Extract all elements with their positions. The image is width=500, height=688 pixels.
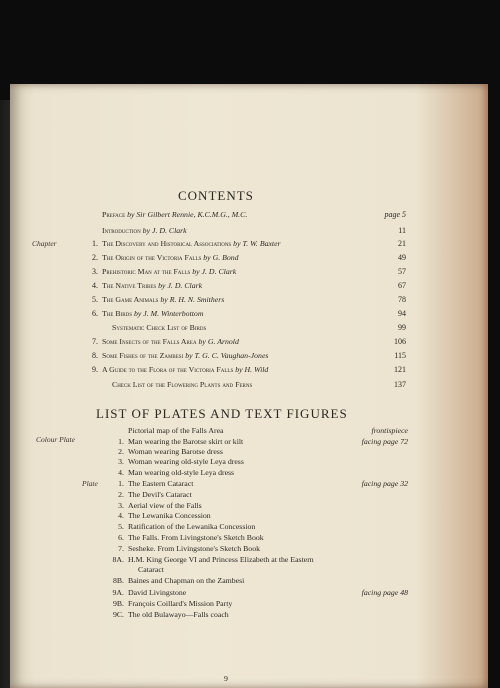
contents-entry: [112, 380, 252, 389]
plate-title: The Falls. From Livingstone's Sketch Book: [128, 533, 264, 542]
plate-title: The Lewanika Concession: [128, 511, 211, 520]
plate-number: 4.: [118, 468, 124, 477]
contents-entry-page: 57: [398, 267, 406, 276]
plate-title: The Eastern Cataract: [128, 479, 194, 488]
contents-entry-author: by Sir Gilbert Rennie, K.C.M.G., M.C.: [127, 210, 248, 219]
colour-plate-label: Colour Plate: [36, 435, 75, 444]
plate-number: 3.: [118, 457, 124, 466]
plate-title: Man wearing the Barotse skirt or kilt: [128, 437, 244, 446]
plate-page-ref: facing page 72: [361, 437, 408, 446]
plate-number: 9C.: [112, 610, 124, 619]
contents-entry-title: Prehistoric Man at the Falls: [102, 267, 191, 276]
contents-entry-author: by T. W. Baxter: [233, 239, 281, 248]
contents-entry-number: 7.: [92, 337, 98, 346]
contents-entry: [112, 323, 206, 332]
contents-entry-title: Introduction: [102, 226, 141, 235]
plate-number: 5.: [118, 522, 124, 531]
contents-entry-author: by H. Wild: [235, 365, 269, 374]
contents-entry: [102, 309, 203, 318]
plate-page-ref: frontispiece: [371, 426, 408, 435]
contents-entry-number: 5.: [92, 295, 98, 304]
contents-entry: [102, 210, 247, 219]
contents-entry-title: Preface: [102, 210, 126, 219]
plate-page-ref: facing page 32: [361, 479, 408, 488]
plate-title: Sesheke. From Livingstone's Sketch Book: [128, 544, 260, 553]
plate-title: The Devil's Cataract: [128, 490, 192, 499]
contents-entry-page: 11: [398, 226, 406, 235]
contents-entry-title: The Origin of the Victoria Falls: [102, 253, 202, 262]
contents-entry-number: 4.: [92, 281, 98, 290]
contents-entry-author: by J. D. Clark: [192, 267, 237, 276]
contents-entry-page: 78: [398, 295, 406, 304]
plate-number: 1.: [118, 479, 124, 488]
plate-number: 8B.: [112, 576, 124, 585]
contents-entry-page: 115: [394, 351, 406, 360]
contents-entry-page: 21: [398, 239, 406, 248]
plate-number: 2.: [118, 447, 124, 456]
contents-entry-number: 2.: [92, 253, 98, 262]
contents-entry-author: by J. M. Winterbottom: [133, 309, 204, 318]
contents-entry-title: Some Insects of the Falls Area: [102, 337, 197, 346]
contents-entry: [102, 281, 202, 290]
plates-title: LIST OF PLATES AND TEXT FIGURES: [96, 406, 348, 421]
plate-title: Baines and Chapman on the Zambesi: [128, 576, 245, 585]
plate-label: Plate: [82, 479, 98, 488]
contents-entry: [102, 365, 268, 374]
contents-entry-page: 67: [398, 281, 406, 290]
contents-entry-number: 9.: [92, 365, 98, 374]
plate-title: David Livingstone: [128, 588, 187, 597]
contents-entry: [102, 253, 239, 262]
contents-entry: [102, 337, 239, 346]
plate-number: 6.: [118, 533, 124, 542]
contents-entry-title: Systematic Check List of Birds: [112, 323, 207, 332]
contents-entry-title: The Birds: [102, 309, 132, 318]
plate-title: Aerial view of the Falls: [128, 501, 202, 510]
contents-entry-author: by G. Bond: [203, 253, 239, 262]
contents-entry-title: A Guide to the Flora of the Victoria Falls: [102, 365, 234, 374]
contents-entry-page: 49: [398, 253, 406, 262]
plate-title: Woman wearing Barotse dress: [128, 447, 223, 456]
plate-number: 8A.: [112, 555, 124, 564]
contents-entry: [102, 351, 268, 360]
contents-entry-page: 106: [394, 337, 406, 346]
contents-entry-page: 121: [394, 365, 406, 374]
book-page: [10, 84, 488, 688]
plate-title: François Coillard's Mission Party: [128, 599, 233, 608]
page-number: 9: [224, 674, 228, 683]
plate-number: 9A.: [112, 588, 124, 597]
contents-entry: [102, 267, 236, 276]
chapter-label: Chapter: [32, 239, 57, 248]
plate-number: 7.: [118, 544, 124, 553]
contents-entry-author: by J. D. Clark: [142, 226, 187, 235]
contents-entry: [102, 239, 281, 248]
plate-title: The old Bulawayo—Falls coach: [128, 610, 229, 619]
plate-page-ref: facing page 48: [361, 588, 408, 597]
contents-entry-author: by J. D. Clark: [158, 281, 203, 290]
plate-number: 2.: [118, 490, 124, 499]
contents-entry: [102, 295, 224, 304]
contents-entry-page: page 5: [384, 210, 406, 219]
plate-number: 1.: [118, 437, 124, 446]
contents-entry-number: 3.: [92, 267, 98, 276]
contents-entry-number: 6.: [92, 309, 98, 318]
plate-number: 4.: [118, 511, 124, 520]
contents-entry-title: The Discovery and Historical Associations: [102, 239, 232, 248]
contents-entry-title: The Game Animals: [102, 295, 159, 304]
contents-entry-page: 99: [398, 323, 406, 332]
contents-entry-number: 8.: [92, 351, 98, 360]
contents-entry-author: by T. G. C. Vaughan-Jones: [185, 351, 269, 360]
plate-title: Ratification of the Lewanika Concession: [128, 522, 256, 531]
plate-number: 3.: [118, 501, 124, 510]
plate-title: Cataract: [138, 565, 164, 574]
contents-title: CONTENTS: [178, 188, 254, 203]
plate-title: Man wearing old-style Leya dress: [128, 468, 235, 477]
contents-entry: [102, 226, 187, 235]
plate-title: H.M. King George VI and Princess Elizabeth at the Eastern: [128, 555, 314, 564]
plate-title: Pictorial map of the Falls Area: [128, 426, 224, 435]
contents-entry-author: by G. Arnold: [198, 337, 239, 346]
plate-title: Woman wearing old-style Leya dress: [128, 457, 244, 466]
contents-entry-author: by R. H. N. Smithers: [160, 295, 225, 304]
plate-number: 9B.: [112, 599, 124, 608]
contents-entry-title: Some Fishes of the Zambesi: [102, 351, 184, 360]
contents-entry-page: 137: [394, 380, 406, 389]
contents-entry-title: Check List of the Flowering Plants and Ferns: [112, 380, 253, 389]
contents-entry-number: 1.: [92, 239, 98, 248]
contents-entry-title: The Native Tribes: [102, 281, 157, 290]
contents-entry-page: 94: [398, 309, 406, 318]
